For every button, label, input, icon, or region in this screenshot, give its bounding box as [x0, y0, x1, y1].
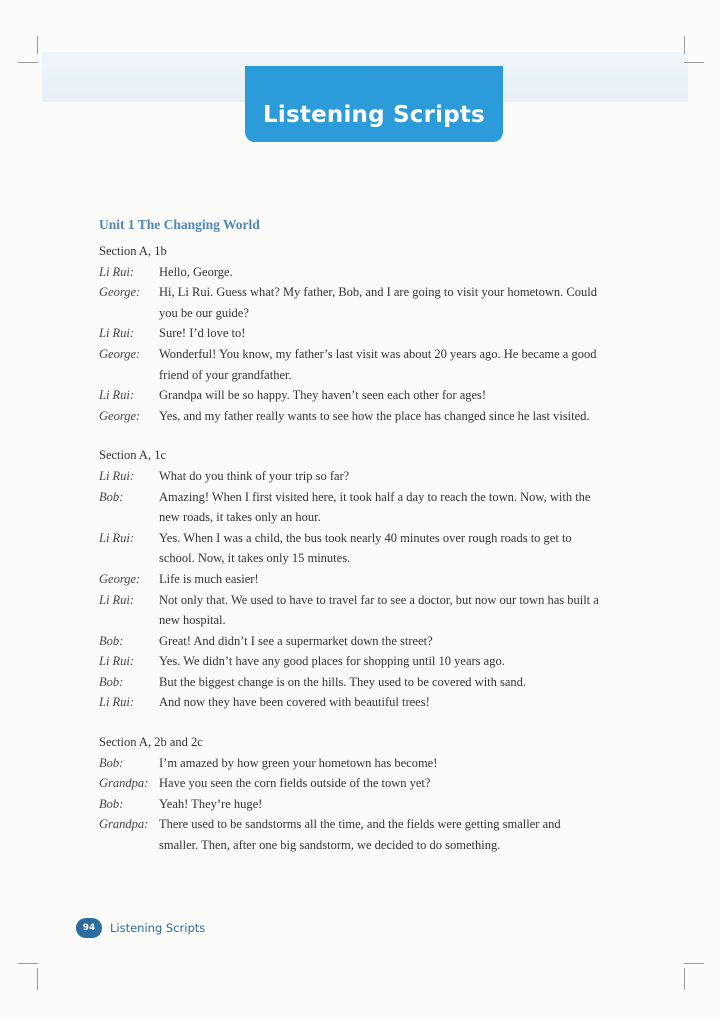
utterance: Not only that. We used to have to travel far to see a doctor, but now our town has built a new hospital.: [159, 592, 599, 628]
crop-mark: [18, 963, 38, 964]
utterance: Sure! I’d love to!: [159, 326, 246, 341]
dialogue-line: [99, 590, 599, 631]
speaker: George:: [99, 285, 141, 300]
utterance: What do you think of your trip so far?: [159, 468, 350, 483]
speaker: Li Rui:: [99, 388, 135, 403]
dialogue-line: [99, 487, 599, 528]
crop-mark: [18, 62, 38, 63]
dialogue-line: [99, 344, 599, 385]
utterance: Amazing! When I first visited here, it took half a day to reach the town. Now, with the new roads, it takes only an hour.: [159, 489, 591, 525]
speaker: Bob:: [99, 489, 124, 504]
crop-mark: [684, 963, 704, 964]
dialogue-line: [99, 692, 599, 713]
speaker: Bob:: [99, 674, 124, 689]
dialogue-line: [99, 528, 599, 569]
utterance: Hello, George.: [159, 264, 233, 279]
page-title: Listening Scripts: [263, 102, 485, 128]
speaker: Li Rui:: [99, 530, 135, 545]
page-footer: [76, 918, 205, 938]
utterance: Hi, Li Rui. Guess what? My father, Bob, and I are going to visit your hometown. Could you be our guide?: [159, 285, 597, 320]
dialogue-line: [99, 406, 599, 427]
dialogue-line: [99, 323, 599, 344]
utterance: And now they have been covered with beautiful trees!: [159, 695, 430, 710]
section-1b: [99, 241, 599, 426]
utterance: Have you seen the corn fields outside of the town yet?: [159, 776, 431, 791]
dialogue-line: [99, 466, 599, 487]
dialogue-line: [99, 262, 599, 283]
speaker: Bob:: [99, 633, 124, 648]
utterance: Yeah! They’re huge!: [159, 796, 263, 811]
footer-label: Listening Scripts: [110, 921, 206, 935]
speaker: Li Rui:: [99, 326, 135, 341]
utterance: Life is much easier!: [159, 571, 259, 586]
script-content: [99, 215, 599, 875]
speaker: George:: [99, 571, 141, 586]
unit-title: Unit 1 The Changing World: [99, 217, 260, 232]
section-title: Section A, 1c: [99, 448, 167, 463]
dialogue-line: [99, 773, 599, 794]
dialogue-line: [99, 794, 599, 815]
utterance: There used to be sandstorms all the time, and the fields were getting smaller and smaller. Then, after one big sandstorm, we decided to do something.: [159, 817, 561, 853]
dialogue-line: [99, 753, 599, 774]
dialogue-line: [99, 569, 599, 590]
dialogue-line: [99, 651, 599, 672]
crop-mark: [684, 968, 685, 990]
utterance: Great! And didn’t I see a supermarket down the street?: [159, 633, 433, 648]
speaker: George:: [99, 408, 141, 423]
utterance: But the biggest change is on the hills. They used to be covered with sand.: [159, 674, 527, 689]
speaker: Li Rui:: [99, 264, 135, 279]
speaker: Grandpa:: [99, 776, 149, 791]
speaker: Li Rui:: [99, 695, 135, 710]
speaker: Li Rui:: [99, 468, 135, 483]
title-banner: [245, 66, 503, 142]
page-number-badge: 94: [76, 918, 102, 938]
speaker: Bob:: [99, 796, 124, 811]
crop-mark: [37, 968, 38, 990]
utterance: Yes, and my father really wants to see how the place has changed since he last visited.: [159, 408, 590, 423]
speaker: Li Rui:: [99, 592, 135, 607]
section-title: Section A, 1b: [99, 244, 167, 258]
section-1c: [99, 445, 599, 713]
utterance: I’m amazed by how green your hometown has become!: [159, 755, 438, 770]
dialogue-line: [99, 282, 599, 323]
dialogue-line: [99, 672, 599, 693]
section-title: Section A, 2b and 2c: [99, 735, 203, 750]
crop-mark: [684, 36, 685, 54]
crop-mark: [37, 36, 38, 54]
utterance: Yes. When I was a child, the bus took nearly 40 minutes over rough roads to get to school. Now, it takes only 15 minutes.: [159, 530, 572, 566]
dialogue-line: [99, 814, 599, 855]
utterance: Yes. We didn’t have any good places for shopping until 10 years ago.: [159, 654, 505, 669]
speaker: George:: [99, 346, 141, 361]
dialogue-line: [99, 385, 599, 406]
utterance: Grandpa will be so happy. They haven’t seen each other for ages!: [159, 388, 487, 403]
speaker: Grandpa:: [99, 817, 149, 832]
section-2b-2c: [99, 732, 599, 856]
speaker: Bob:: [99, 755, 124, 770]
utterance: Wonderful! You know, my father’s last visit was about 20 years ago. He became a good friend of your grandfather.: [159, 346, 597, 382]
speaker: Li Rui:: [99, 654, 135, 669]
crop-mark: [684, 62, 704, 63]
dialogue-line: [99, 631, 599, 652]
